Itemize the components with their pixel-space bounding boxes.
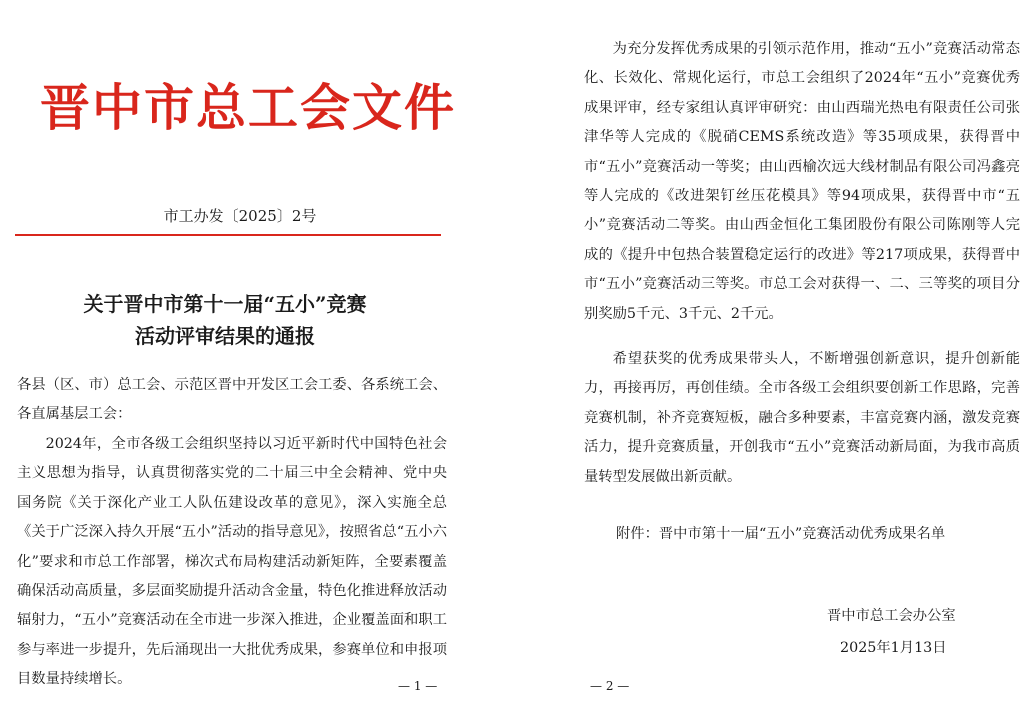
- page-number: — 1 —: [398, 679, 438, 693]
- addressee-line: 各县（区、市）总工会、示范区晋中开发区工会工委、各系统工会、各直属基层工会：: [17, 377, 447, 423]
- notice-title: [0, 288, 450, 352]
- document-number: 市工办发〔2025〕2号: [163, 207, 317, 225]
- body-paragraph-results: 为充分发挥优秀成果的引领示范作用，推动“五小”竞赛活动常态化、长效化、常规化运行，市总工会组织了2024年“五小”竞赛优秀成果评审，经专家组认真评审研究：由山西瑞光热电有限责任公司张津华等人完成的《脱硝CEMS系统改造》等35项成果，获得晋中市“五小”竞赛活动一等奖；由山西榆次远大线材制品有限公司冯鑫亮等人完成的《改进架钉丝压花模具》等94项成果，获得晋中市“五小”竞赛活动二等奖。由山西金恒化工集团股份有限公司陈刚等人完成的《提升中包热合装置稳定运行的改进》等217项成果，获得晋中市“五小”竞赛活动三等奖。市总工会对获得一、二、三等奖的项目分别奖励5千元、3千元、2千元。: [584, 41, 1020, 322]
- notice-title-line-1: 关于晋中市第十一届“五小”竞赛: [83, 292, 367, 316]
- attachment-note: 附件：晋中市第十一届“五小”竞赛活动优秀成果名单: [616, 526, 946, 542]
- body-paragraph-intro: 2024年，全市各级工会组织坚持以习近平新时代中国特色社会主义思想为指导，认真贯彻落实党的二十届三中全会精神、党中央 国务院《关于深化产业工人队伍建设改革的意见》，深入实施全总《关于广泛深入持久开展“五小”活动的指导意见》，按照省总“五小六化”要求和市总工作部署，梯次式布局构建活动新矩阵，全要素覆盖确保活动高质量，多层面奖励提升活动含金量，特色化推进释放活动辐射力，“五小”竞赛活动在全市进一步深入推进，企业覆盖面和职工参与率进一步提升，先后涌现出一大批优秀成果，参赛单位和申报项目数量持续增长。: [17, 436, 447, 688]
- page-number: — 2 —: [590, 679, 630, 693]
- document-header-title: 晋中市总工会文件: [40, 78, 456, 137]
- red-divider-line: [15, 234, 441, 236]
- body-paragraph-expectations: 希望获奖的优秀成果带头人，不断增强创新意识，提升创新能力，再接再厉，再创佳绩。全市各级工会组织要创新工作思路，完善竞赛机制，补齐竞赛短板，融合多种要素，丰富竞赛内涵，激发竞赛活力，提升竞赛质量，开创我市“五小”竞赛活动新局面，为我市高质量转型发展做出新贡献。: [584, 351, 1020, 485]
- page-two: [512, 0, 1024, 726]
- signature-date: 2025年1月13日: [840, 640, 947, 656]
- signature-organization: 晋中市总工会办公室: [827, 608, 956, 624]
- notice-title-line-2: 活动评审结果的通报: [135, 324, 315, 348]
